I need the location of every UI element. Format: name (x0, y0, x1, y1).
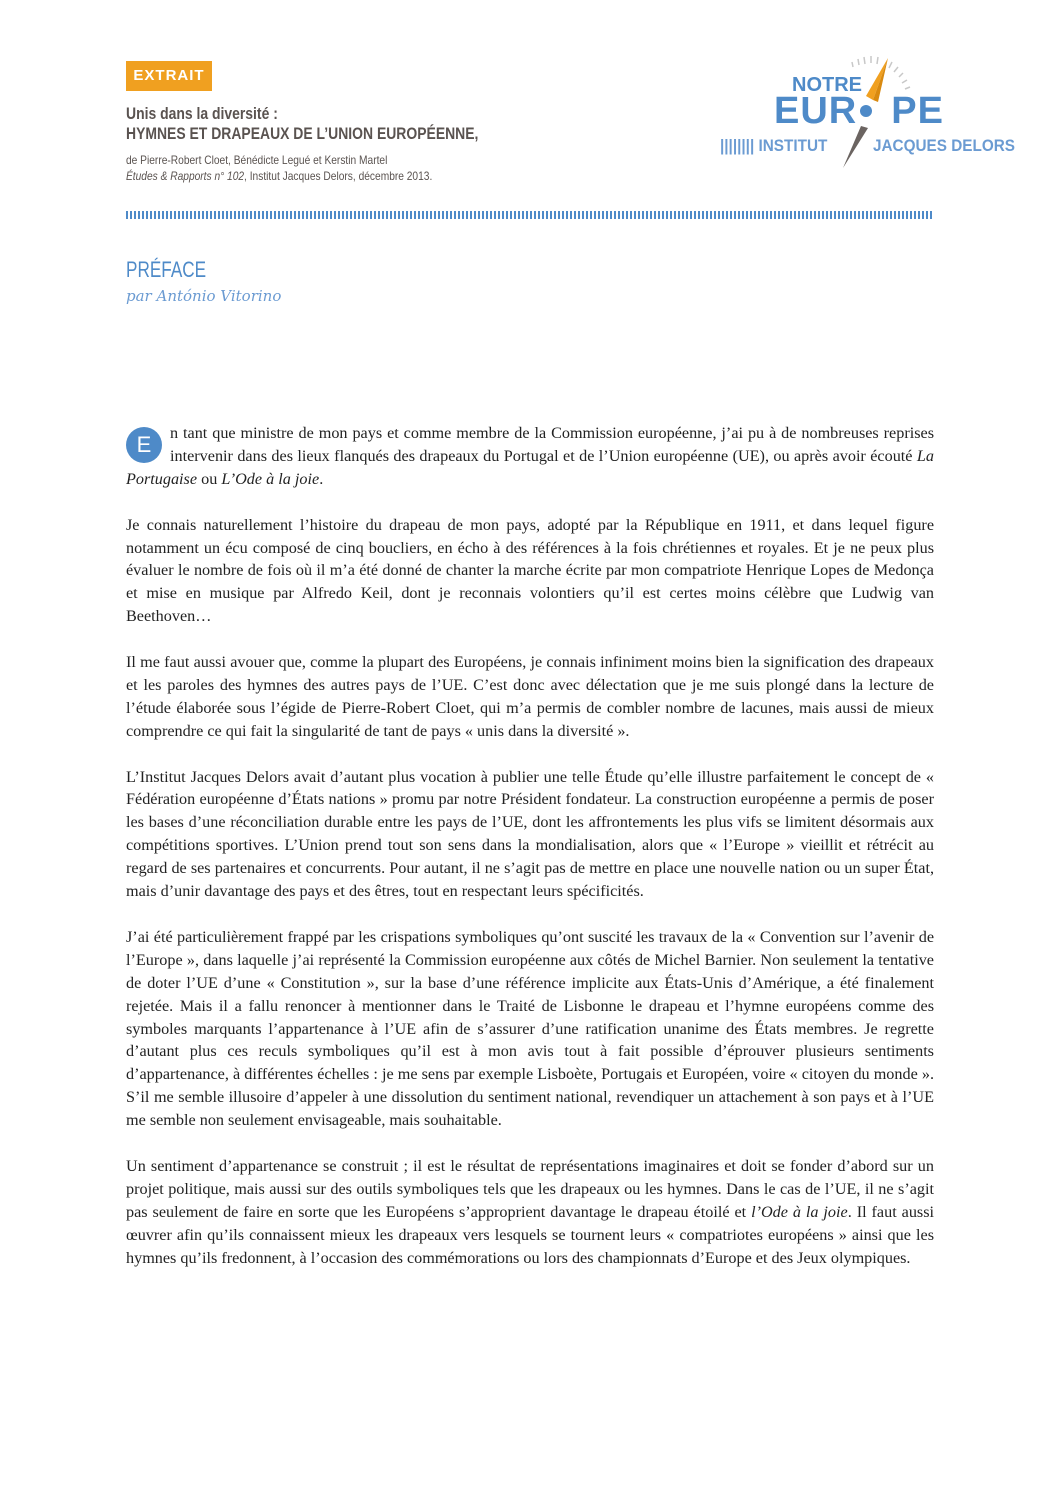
paragraph-text: ou (197, 469, 222, 488)
paragraph-5: J’ai été particulièrement frappé par les crispations symboliques qu’ont suscité les travaux de la « Convention sur l’avenir de l’Europe », dans laquelle j’ai représenté la Commission européenne aux côtés de Michel Barnier. Non seulement la tentative de doter l’UE d’une « Constitution », sur la base d’une référence implicite aux États-Unis d’Amérique, a été finalement rejetée. Mais il a fallu renoncer à mentionner dans le Traité de Lisbonne le drapeau et l’hymne européens comme des symboles marquants l’appartenance à l’UE afin de s’assurer d’une ratification unanime des États membres. Je regrette d’autant plus ces reculs symboliques qu’il est à mon avis tout à fait possible d’éprouver plusieurs sentiments d’appartenance, à différentes échelles : je me sens par exemple Lisboète, Portugais et Européen, voire « citoyen du monde ». S’il me semble illusoire d’appeler à une dissolution du sentiment national, revendiquer un attachement à son pays et à l’UE me semble non seulement envisageable, mais souhaitable. (126, 927, 934, 1130)
paragraph-text: n tant que ministre de mon pays et comme membre de la Commission européenne, j’ai pu à de nombreuses reprises intervenir dans des lieux flanqués des drapeaux du Portugal et de l’Union européenne (UE), ou après avoir écouté (170, 424, 934, 465)
series-name: Études & Rapports n° 102 (126, 169, 245, 183)
section-author: par António Vitorino (126, 287, 282, 305)
logo-pe: PE (891, 90, 944, 132)
logo-institut: |||||||| INSTITUT (720, 136, 828, 155)
book-series (126, 168, 432, 184)
drop-cap: E (126, 427, 162, 463)
dotted-divider (126, 211, 934, 219)
paragraph-4: L’Institut Jacques Delors avait d’autant plus vocation à publier une telle Étude qu’elle illustre parfaitement le concept de « Fédération européenne d’États nations » promu par notre Président fondateur. La construction européenne a permis de poser les bases d’une réconciliation durable entre les pays de l’UE, dont les affrontements les plus vifs se limitent désormais aux compétitions sportives. L’Union prend tout son sens dans la mondialisation, alors que « l’Europe » vieillit et rétrécit au regard de ses partenaires et concurrents. Pour autant, il ne s’agit pas de mettre en place une nouvelle nation ou un super État, mais d’unir davantage des pays et des êtres, tout en respectant leurs spécificités. (126, 767, 934, 901)
book-title (126, 104, 556, 144)
paragraph-3: Il me faut aussi avouer que, comme la plupart des Européens, je connais infiniment moins bien la signification des drapeaux et les paroles des hymnes des autres pays de l’UE. C’est donc avec délectation que je me suis plongé dans la lecture de l’étude élaborée sous l’égide de Pierre-Robert Cloet, qui m’a permis de combler nombre de lacunes, mais aussi de mieux comprendre ce qui fait la singularité de tant de pays « unis dans la diversité ». (126, 653, 934, 740)
book-title-line1: Unis dans la diversité : (126, 104, 278, 123)
paragraph-text: Un sentiment d’appartenance se construit ; il est le résultat de représentations imaginaires et doit se fonder d’abord sur un projet politique, mais aussi sur des outils symboliques tels que les drapeaux ou les hymnes. Dans le cas de l’UE, il ne s’agit pas seulement de faire en sorte que les Européens s’approprient davantage le drapeau étoilé et (126, 1156, 934, 1221)
book-authors: de Pierre-Robert Cloet, Bénédicte Legué et Kerstin Martel (126, 153, 388, 167)
logo-jacques-delors: JACQUES DELORS (873, 136, 1015, 155)
series-details: , Institut Jacques Delors, décembre 2013. (244, 169, 433, 183)
body-text (126, 422, 934, 1292)
paragraph-6 (126, 1155, 934, 1270)
paragraph-2: Je connais naturellement l’histoire du drapeau de mon pays, adopté par la République en 1911, et dans lequel figure notamment un écu composé de cinq boucliers, en écho à des références à la fois chrétiennes et royales. Et je ne peux plus évaluer le nombre de fois où il m’a été donné de chanter la marche écrite par mon compatriote Henrique Lopes de Medonça et mise en musique par Alfredo Keil, dont je reconnais volontiers qu’il est certes moins célèbre que Ludwig van Beethoven… (126, 515, 934, 626)
logo-europe (774, 90, 944, 133)
extrait-badge: EXTRAIT (126, 61, 212, 91)
book-title-line2: HYMNES ET DRAPEAUX DE L’UNION EUROPÉENNE, (126, 124, 479, 143)
paragraph-text: . (319, 469, 324, 488)
notre-europe-logo (716, 50, 1015, 175)
logo-eur: EUR (774, 90, 858, 132)
anthem-title: La Portugaise (126, 446, 934, 488)
book-meta (126, 152, 432, 184)
section-title: PRÉFACE (126, 257, 207, 282)
paragraph-text: . Il faut aussi œuvrer afin qu’ils connaissent mieux les drapeaux vers lesquels se tournent leurs « compatriotes européens » ainsi que les hymnes qu’ils fredonnent, à l’occasion des commémorations ou lors des championnats d’Europe et des Jeux olympiques. (126, 1202, 935, 1267)
anthem-title: l’Ode à la joie (751, 1202, 848, 1221)
logo-notre: NOTRE (792, 74, 862, 96)
anthem-title: L’Ode à la joie (221, 469, 320, 488)
paragraph-1 (126, 422, 934, 491)
